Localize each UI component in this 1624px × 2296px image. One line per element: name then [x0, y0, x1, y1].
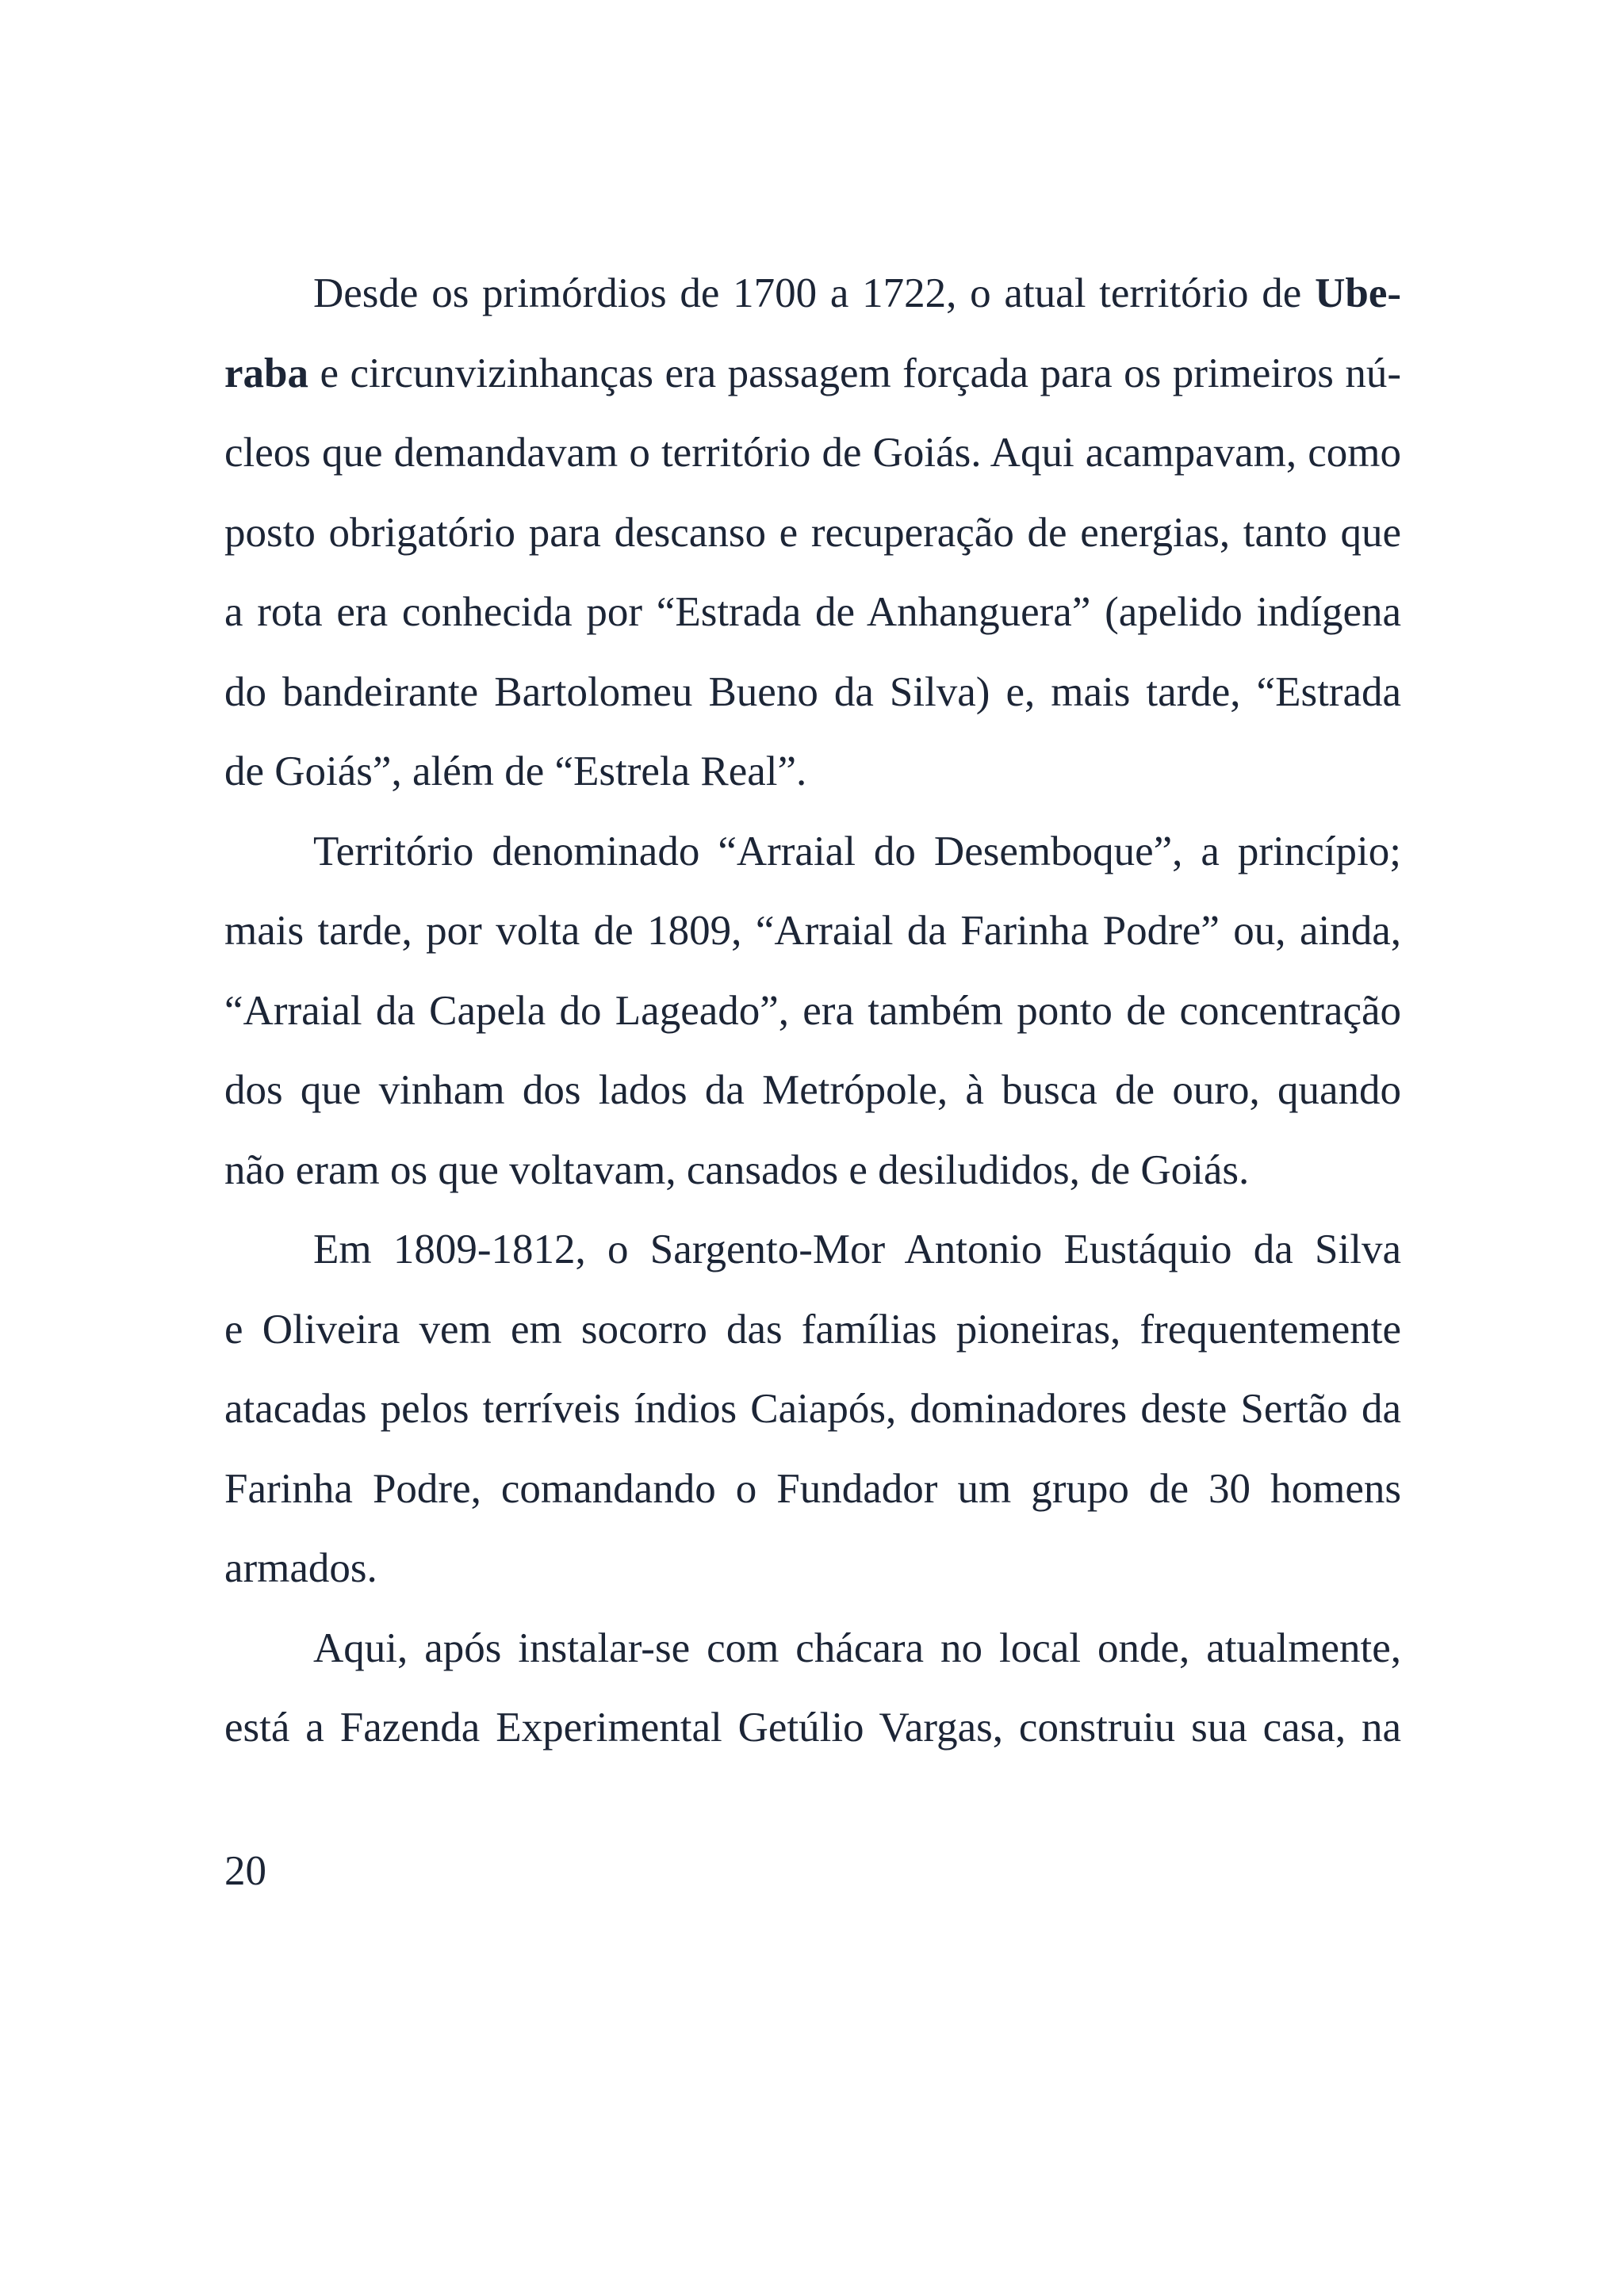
- text-line: [224, 1688, 1401, 1768]
- text-line: [224, 1529, 1401, 1609]
- text-line: [224, 1210, 1401, 1290]
- bold-text: Ube-: [1315, 270, 1401, 316]
- text-segment: Aqui, após instalar-se com chácara no local onde, atualmente,: [313, 1624, 1401, 1671]
- text-line: [224, 1050, 1401, 1131]
- text-line: [224, 891, 1401, 971]
- paragraph: [224, 1609, 1401, 1768]
- text-segment: armados.: [224, 1545, 377, 1591]
- page-number: 20: [224, 1848, 266, 1894]
- text-segment: não eram os que voltavam, cansados e desiludidos, de Goiás.: [224, 1146, 1250, 1193]
- text-line: [224, 971, 1401, 1051]
- text-segment: está a Fazenda Experimental Getúlio Vargas, construiu sua casa, na: [224, 1705, 1401, 1751]
- text-line: [224, 1449, 1401, 1529]
- text-line: [224, 732, 1401, 812]
- text-segment: cleos que demandavam o território de Goiás. Aqui acampavam, como: [224, 430, 1401, 476]
- text-line: [224, 1369, 1401, 1449]
- text-line: [224, 254, 1401, 334]
- text-line: [224, 1609, 1401, 1689]
- text-line: [224, 572, 1401, 652]
- text-segment: Desde os primórdios de 1700 a 1722, o atual território de: [313, 270, 1316, 316]
- text-segment: posto obrigatório para descanso e recuperação de energias, tanto que: [224, 509, 1401, 556]
- text-line: [224, 334, 1401, 414]
- text-segment: Território denominado “Arraial do Desemboque”, a princípio;: [313, 828, 1401, 874]
- text-segment: Em 1809-1812, o Sargento-Mor Antonio Eustáquio da Silva: [313, 1226, 1401, 1272]
- text-segment: e Oliveira vem em socorro das famílias pioneiras, frequentemente: [224, 1306, 1401, 1353]
- paragraph: [224, 1210, 1401, 1609]
- text-line: [224, 652, 1401, 733]
- text-segment: Farinha Podre, comandando o Fundador um grupo de 30 homens: [224, 1465, 1401, 1512]
- text-segment: de Goiás”, além de “Estrela Real”.: [224, 748, 807, 794]
- text-line: [224, 1290, 1401, 1370]
- text-segment: atacadas pelos terríveis índios Caiapós, dominadores deste Sertão da: [224, 1386, 1401, 1432]
- text-segment: a rota era conhecida por “Estrada de Anhanguera” (apelido indígena: [224, 589, 1401, 635]
- text-line: [224, 1131, 1401, 1211]
- text-line: [224, 812, 1401, 892]
- text-segment: dos que vinham dos lados da Metrópole, à busca de ouro, quando: [224, 1067, 1401, 1113]
- text-segment: do bandeirante Bartolomeu Bueno da Silva) e, mais tarde, “Estrada: [224, 668, 1401, 715]
- paragraph: [224, 254, 1401, 812]
- body-text: [224, 254, 1401, 1768]
- text-line: [224, 413, 1401, 493]
- text-line: [224, 493, 1401, 573]
- text-segment: e circunvizinhanças era passagem forçada para os primeiros nú-: [308, 350, 1401, 396]
- text-segment: “Arraial da Capela do Lageado”, era também ponto de concentração: [224, 987, 1401, 1034]
- paragraph: [224, 812, 1401, 1211]
- bold-text: raba: [224, 350, 308, 396]
- text-segment: mais tarde, por volta de 1809, “Arraial da Farinha Podre” ou, ainda,: [224, 908, 1401, 954]
